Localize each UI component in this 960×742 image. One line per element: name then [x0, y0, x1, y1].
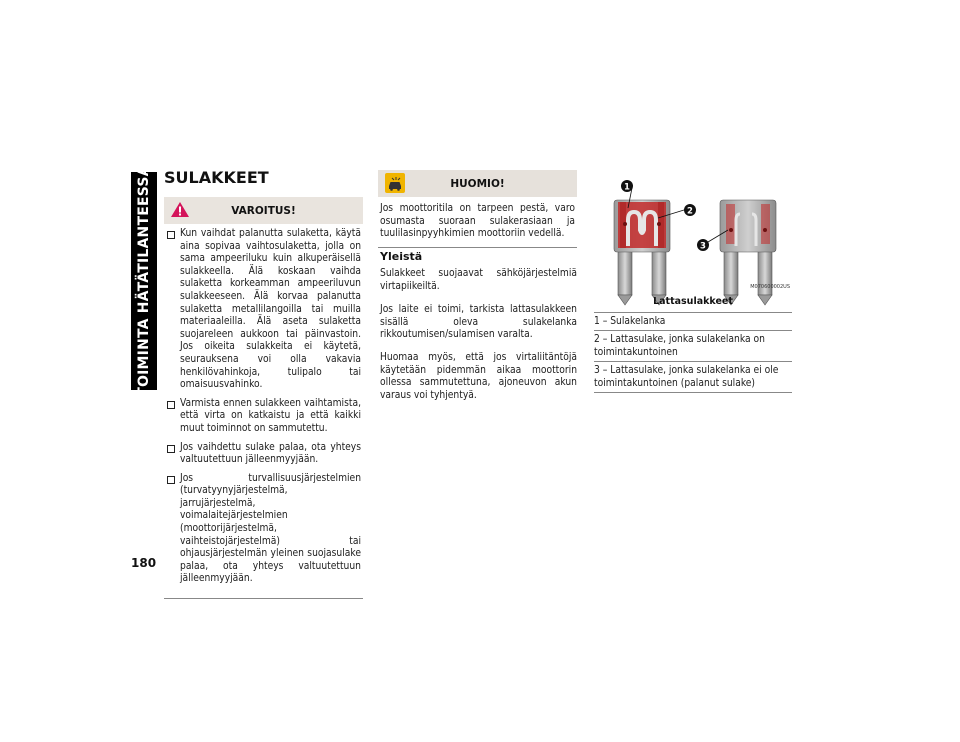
warning-list — [164, 224, 363, 586]
callout-label: 3 — [700, 241, 706, 252]
legend-item: 3 – Lattasulake, jonka sulakelanka ei ole toimintakuntoinen (palanut sulake) — [594, 361, 792, 392]
warning-header — [164, 197, 363, 224]
warning-title: VAROITUS! — [231, 204, 296, 217]
warning-item: Jos turvallisuusjärjestelmien (turvatyynyjärjestelmä, jarrujärjestelmä, voimalaitejärjestelmien (moottorijärjestelmä, vaihteistojärjestelmä) tai ohjausjärjestelmän yleinen suojasulake palaa, ota yhteys valtuutettuun jälleenmyyjään. — [166, 473, 361, 586]
figure-legend — [594, 312, 792, 393]
figure-caption: Lattasulakkeet — [653, 296, 733, 307]
chapter-side-tab — [131, 165, 157, 397]
notice-title: HUOMIO! — [450, 177, 505, 190]
figure-code: M070600002US — [750, 284, 790, 290]
general-paragraph: Jos laite ei toimi, tarkista lattasulakkeen sisällä oleva sulakelanka rikkoutumisen/sulamisen varalta. — [380, 304, 577, 341]
fuse-intact — [614, 200, 670, 305]
notice-header — [378, 170, 577, 197]
notice-box — [378, 170, 577, 248]
chapter-title: TOIMINTA HÄTÄTILANTEESSA — [136, 165, 152, 397]
car-caution-icon — [385, 173, 405, 193]
warning-triangle-icon — [170, 201, 190, 218]
callout-label: 1 — [624, 182, 630, 193]
section-title: SULAKKEET — [164, 168, 269, 187]
warning-item: Kun vaihdat palanutta sulaketta, käytä aina sopivaa vaihtosulaketta, jolla on sama ampeeriluku kuin alkuperäisellä sulakkeella. Älä koskaan vaihda sulaketta korkeamman ampeeriluvun sulakkeeseen. Älä korvaa palanutta sulaketta metallilangoilla tai muilla materiaaleilla. Älä aseta sulaketta suojareleen aukkoon tai päinvastoin. Jos oikeita sulakkeita ei käytetä, seurauksena voi olla vakavia henkilövahinkoja, tulipalo tai omaisuusvahinko. — [166, 228, 361, 392]
callout-label: 2 — [687, 206, 693, 217]
legend-item: 1 – Sulakelanka — [594, 312, 792, 330]
page-number: 180 — [131, 556, 157, 570]
general-heading: Yleistä — [380, 250, 423, 263]
warning-item: Jos vaihdettu sulake palaa, ota yhteys valtuutettuun jälleenmyyjään. — [166, 442, 361, 467]
legend-item: 2 – Lattasulake, jonka sulakelanka on toimintakuntoinen — [594, 330, 792, 361]
warning-box — [164, 197, 363, 599]
warning-item: Varmista ennen sulakkeen vaihtamista, että virta on katkaistu ja että kaikki muut toiminnot on sammutettu. — [166, 398, 361, 436]
blade-fuses-illustration — [594, 172, 792, 314]
notice-text: Jos moottoritila on tarpeen pestä, varo osumasta suoraan sulakerasiaan ja tuulilasinpyyhkimien moottoriin vedellä. — [380, 203, 575, 240]
general-paragraph: Huomaa myös, että jos virtaliitäntöjä käytetään pidemmän aikaa moottorin ollessa sammutettuna, ajoneuvon akun varaus voi tyhjentyä. — [380, 352, 577, 401]
general-paragraph: Sulakkeet suojaavat sähköjärjestelmiä virtapiikeiltä. — [380, 268, 577, 292]
